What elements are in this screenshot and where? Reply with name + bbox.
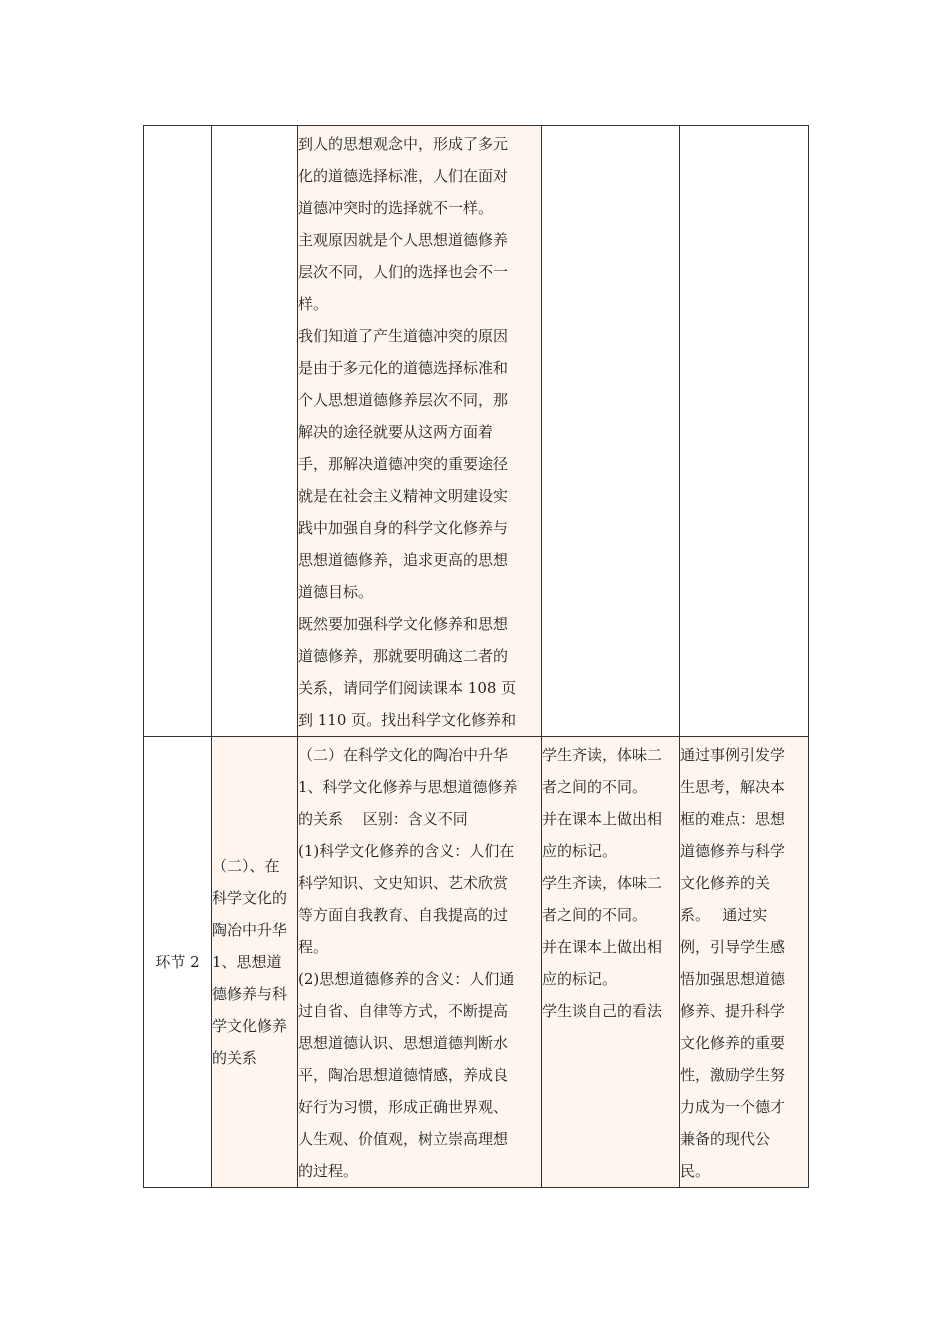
table-row <box>144 737 809 1188</box>
text-line: 好行为习惯，形成正确世界观、 <box>298 1098 509 1116</box>
text-line: 道德修养，那就要明确这二者的 <box>298 647 509 665</box>
text-line: 通过事例引发学 <box>680 746 786 764</box>
teacher-activity-cell <box>298 737 542 1188</box>
text-line: 并在课本上做出相 <box>542 810 663 828</box>
text-line: 学生谈自己的看法 <box>542 1002 663 1020</box>
topic-cell <box>212 126 298 737</box>
text-line: 德修养与科 <box>212 985 288 1003</box>
text-line: 就是在社会主义精神文明建设实 <box>298 487 509 505</box>
text-line: 平，陶冶思想道德情感，养成良 <box>298 1066 509 1084</box>
text-line: 到人的思想观念中，形成了多元 <box>298 135 509 153</box>
text-line: 主观原因就是个人思想道德修养 <box>298 231 509 249</box>
text-line: 等方面自我教育、自我提高的过 <box>298 906 509 924</box>
text-line: (2)思想道德修养的含义：人们通 <box>298 970 515 988</box>
design-intent-cell <box>680 737 809 1188</box>
text-line: 者之间的不同。 <box>542 906 648 924</box>
text-line: 民。 <box>680 1162 711 1180</box>
text-line: 关系，请同学们阅读课本 108 页 <box>298 679 517 697</box>
text-line: 践中加强自身的科学文化修养与 <box>298 519 509 537</box>
text-line: 性，激励学生努 <box>680 1066 786 1084</box>
text-line: 个人思想道德修养层次不同，那 <box>298 391 509 409</box>
text-line: 文化修养的重要 <box>680 1034 786 1052</box>
text-line: 修养、提升科学 <box>680 1002 786 1020</box>
text-line: 人生观、价值观，树立崇高理想 <box>298 1130 509 1148</box>
text-line: 框的难点：思想 <box>680 810 786 828</box>
topic-cell <box>212 737 298 1188</box>
text-line: 样。 <box>298 295 329 313</box>
text-line: 者之间的不同。 <box>542 778 648 796</box>
text-line: 解决的途径就要从这两方面着 <box>298 423 494 441</box>
stage-cell <box>144 737 212 1188</box>
text-line: 层次不同，人们的选择也会不一 <box>298 263 509 281</box>
text-line: 道德修养与科学 <box>680 842 786 860</box>
text-line: 学文化修养 <box>212 1017 288 1035</box>
text-line: 应的标记。 <box>542 842 618 860</box>
text-line: 并在课本上做出相 <box>542 938 663 956</box>
design-intent-cell <box>680 126 809 737</box>
text-line: 系。 通过实 <box>680 906 768 924</box>
text-line: 的关系 <box>212 1049 258 1067</box>
text-line: 道德冲突时的选择就不一样。 <box>298 199 494 217</box>
text-line: 生思考，解决本 <box>680 778 786 796</box>
text-line: （二）、在 <box>212 857 280 875</box>
teacher-activity-cell <box>298 126 542 737</box>
text-line: 悟加强思想道德 <box>680 970 786 988</box>
text-line: 应的标记。 <box>542 970 618 988</box>
table-row <box>144 126 809 737</box>
text-line: 过自省、自律等方式，不断提高 <box>298 1002 509 1020</box>
text-line: 文化修养的关 <box>680 874 771 892</box>
text-line: 学生齐读，体味二 <box>542 874 663 892</box>
text-line: 到 110 页。找出科学文化修养和 <box>298 711 517 729</box>
text-line: 的过程。 <box>298 1162 359 1180</box>
text-line: 例，引导学生感 <box>680 938 786 956</box>
text-line: 化的道德选择标准，人们在面对 <box>298 167 509 185</box>
text-line: 兼备的现代公 <box>680 1130 771 1148</box>
stage-cell <box>144 126 212 737</box>
text-line: 1、科学文化修养与思想道德修养 <box>298 778 518 796</box>
text-line: 思想道德修养，追求更高的思想 <box>298 551 509 569</box>
text-line: 学生齐读，体味二 <box>542 746 663 764</box>
stage-label: 环节 2 <box>155 953 200 971</box>
text-line: 1、思想道 <box>212 953 282 971</box>
text-line: 程。 <box>298 938 329 956</box>
student-activity-cell <box>542 737 680 1188</box>
text-line: 科学文化的 <box>212 889 288 907</box>
text-line: 的关系 区别：含义不同 <box>298 810 468 828</box>
text-line: 我们知道了产生道德冲突的原因 <box>298 327 509 345</box>
text-line: （二）在科学文化的陶冶中升华 <box>298 746 509 764</box>
text-line: 陶冶中升华 <box>212 921 288 939</box>
text-line: 思想道德认识、思想道德判断水 <box>298 1034 509 1052</box>
text-line: 科学知识、文史知识、艺术欣赏 <box>298 874 509 892</box>
text-line: 道德目标。 <box>298 583 374 601</box>
text-line: 手，那解决道德冲突的重要途径 <box>298 455 509 473</box>
text-line: (1)科学文化修养的含义：人们在 <box>298 842 515 860</box>
text-line: 力成为一个德才 <box>680 1098 786 1116</box>
text-line: 既然要加强科学文化修养和思想 <box>298 615 509 633</box>
lesson-plan-table <box>143 125 809 1188</box>
text-line: 是由于多元化的道德选择标准和 <box>298 359 509 377</box>
student-activity-cell <box>542 126 680 737</box>
